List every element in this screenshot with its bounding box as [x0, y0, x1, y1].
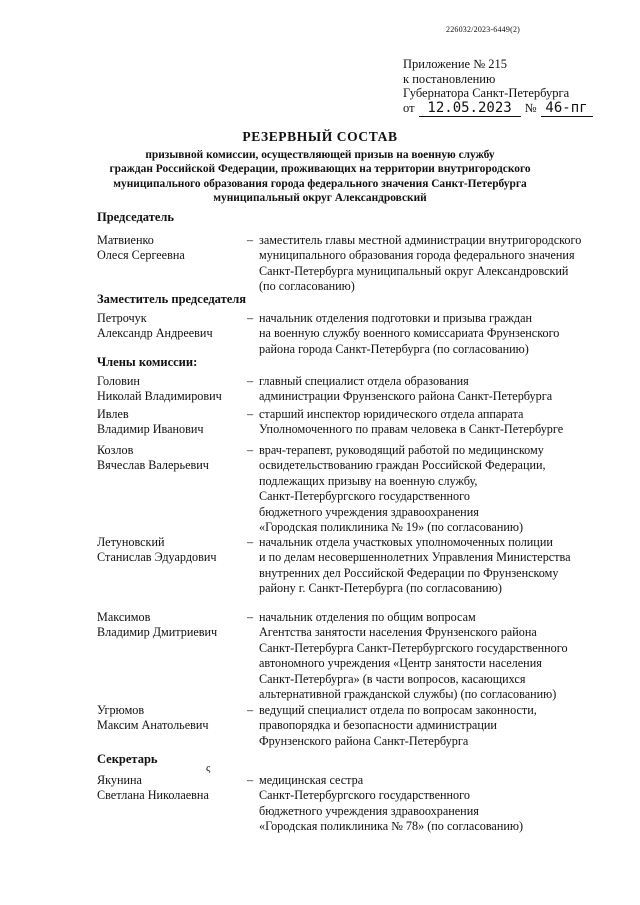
member-surname: Петрочук: [97, 311, 147, 325]
role-line: внутренних дел Российской Федерации по Фрунзенскому: [259, 565, 559, 580]
document-subtitle: [80, 148, 560, 206]
appendix-header: [403, 57, 593, 117]
role-line: бюджетного учреждения здравоохранения: [259, 504, 479, 519]
subtitle-line: призывной комиссии, осуществляющей призыв на военную службу: [145, 149, 495, 161]
member-given-name: Владимир Иванович: [97, 422, 204, 437]
decree-date: 12.05.2023: [419, 101, 521, 117]
member-given-name: Вячеслав Валерьевич: [97, 458, 209, 473]
role-line: Санкт-Петербургского государственного: [259, 489, 470, 504]
dash-separator: –: [247, 535, 254, 549]
member-name: [97, 610, 247, 641]
appendix-line-2: к постановлению: [403, 71, 496, 86]
date-prefix: от: [403, 100, 415, 115]
role-line: администрации Фрунзенского района Санкт-Петербурга: [259, 389, 553, 404]
appendix-line-1: Приложение № 215: [403, 57, 508, 71]
role-line: правопорядка и безопасности администрации: [259, 718, 497, 733]
role-line: на военную службу военного комиссариата Фрунзенского: [259, 326, 560, 341]
role-line: начальник отделения по общим вопросам: [259, 610, 476, 624]
member-role: [259, 535, 619, 597]
member-name: [97, 407, 247, 438]
section-heading-members: Члены комиссии:: [97, 355, 198, 369]
member-surname: Летуновский: [97, 535, 165, 549]
role-line: «Городская поликлиника № 19» (по согласованию): [259, 520, 524, 535]
role-line: «Городская поликлиника № 78» (по согласованию): [259, 819, 524, 834]
member-surname: Ивлев: [97, 407, 129, 421]
role-line: району г. Санкт-Петербурга (по согласованию): [259, 581, 502, 596]
role-line: автономного учреждения «Центр занятости населения: [259, 656, 542, 671]
member-given-name: Светлана Николаевна: [97, 788, 209, 803]
role-line: начальник отдела участковых уполномоченных полиции: [259, 535, 553, 549]
member-surname: Головин: [97, 374, 140, 388]
role-line: Фрунзенского района Санкт-Петербурга: [259, 733, 469, 748]
role-line: ведущий специалист отдела по вопросам законности,: [259, 703, 537, 717]
section-heading-deputy: Заместитель председателя: [97, 292, 247, 306]
member-given-name: Николай Владимирович: [97, 389, 222, 404]
role-line: врач-терапевт, руководящий работой по медицинскому: [259, 443, 544, 457]
role-line: подлежащих призыву на военную службу,: [259, 473, 478, 488]
member-role: [259, 703, 619, 749]
member-given-name: Александр Андреевич: [97, 326, 213, 341]
section-heading-secretary: Секретарь: [97, 752, 158, 766]
member-name: [97, 535, 247, 566]
role-line: медицинская сестра: [259, 773, 364, 787]
appendix-date-line: [403, 101, 593, 117]
document-registration-number: 226032/2023-6449(2): [446, 25, 521, 34]
number-prefix: №: [524, 100, 537, 115]
dash-separator: –: [247, 407, 254, 421]
member-role: [259, 443, 619, 535]
role-line: района города Санкт-Петербурга (по согласованию): [259, 341, 529, 356]
role-line: заместитель главы местной администрации внутригородского: [259, 233, 582, 247]
dash-separator: –: [247, 610, 254, 624]
section-heading-chairman: Председатель: [97, 210, 175, 224]
member-name: [97, 374, 247, 405]
role-line: Уполномоченного по правам человека в Санкт-Петербурге: [259, 422, 564, 437]
member-given-name: Максим Анатольевич: [97, 718, 209, 733]
role-line: муниципального образования города федерального значения: [259, 248, 575, 263]
member-given-name: Олеся Сергеевна: [97, 248, 185, 263]
dash-separator: –: [247, 374, 254, 388]
document-title: РЕЗЕРВНЫЙ СОСТАВ: [242, 129, 398, 144]
subtitle-line: муниципальный округ Александровский: [213, 192, 427, 205]
member-surname: Якунина: [97, 773, 142, 787]
dash-separator: –: [247, 703, 254, 717]
role-line: Санкт-Петербурга муниципальный округ Александровский: [259, 263, 569, 278]
stray-mark: ς: [206, 762, 211, 774]
dash-separator: –: [247, 773, 254, 787]
role-line: старший инспектор юридического отдела аппарата: [259, 407, 524, 421]
role-line: освидетельствованию граждан Российской Федерации,: [259, 458, 546, 473]
member-given-name: Станислав Эдуардович: [97, 550, 217, 565]
member-role: [259, 311, 619, 357]
member-name: [97, 233, 247, 264]
role-line: начальник отделения подготовки и призыва граждан: [259, 311, 533, 325]
member-name: [97, 703, 247, 734]
dash-separator: –: [247, 443, 254, 457]
appendix-line-3: Губернатора Санкт-Петербурга: [403, 86, 570, 101]
role-line: Санкт-Петербурга Санкт-Петербургского государственного: [259, 640, 568, 655]
role-line: Санкт-Петербурга» (в части вопросов, касающихся: [259, 671, 526, 686]
member-surname: Матвиенко: [97, 233, 154, 247]
role-line: (по согласованию): [259, 279, 355, 294]
role-line: и по делам несовершеннолетних Управления Министерства: [259, 550, 571, 565]
decree-number: 46-пг: [541, 101, 593, 117]
role-line: Агентства занятости населения Фрунзенского района: [259, 625, 537, 640]
role-line: главный специалист отдела образования: [259, 374, 469, 388]
member-role: [259, 773, 619, 835]
member-role: [259, 610, 619, 702]
subtitle-line: граждан Российской Федерации, проживающих на территории внутригородского: [109, 163, 531, 176]
member-given-name: Владимир Дмитриевич: [97, 625, 218, 640]
member-name: [97, 773, 247, 804]
role-line: альтернативной гражданской службы) (по согласованию): [259, 687, 557, 702]
member-surname: Угрюмов: [97, 703, 145, 717]
dash-separator: –: [247, 311, 254, 325]
role-line: бюджетного учреждения здравоохранения: [259, 803, 479, 818]
role-line: Санкт-Петербургского государственного: [259, 788, 470, 803]
member-role: [259, 233, 619, 295]
member-surname: Максимов: [97, 610, 151, 624]
dash-separator: –: [247, 233, 254, 247]
member-surname: Козлов: [97, 443, 134, 457]
member-role: [259, 374, 619, 405]
member-name: [97, 443, 247, 474]
subtitle-line: муниципального образования города федерального значения Санкт-Петербурга: [113, 177, 527, 190]
member-name: [97, 311, 247, 342]
member-role: [259, 407, 619, 438]
document-title-block: [80, 128, 560, 206]
